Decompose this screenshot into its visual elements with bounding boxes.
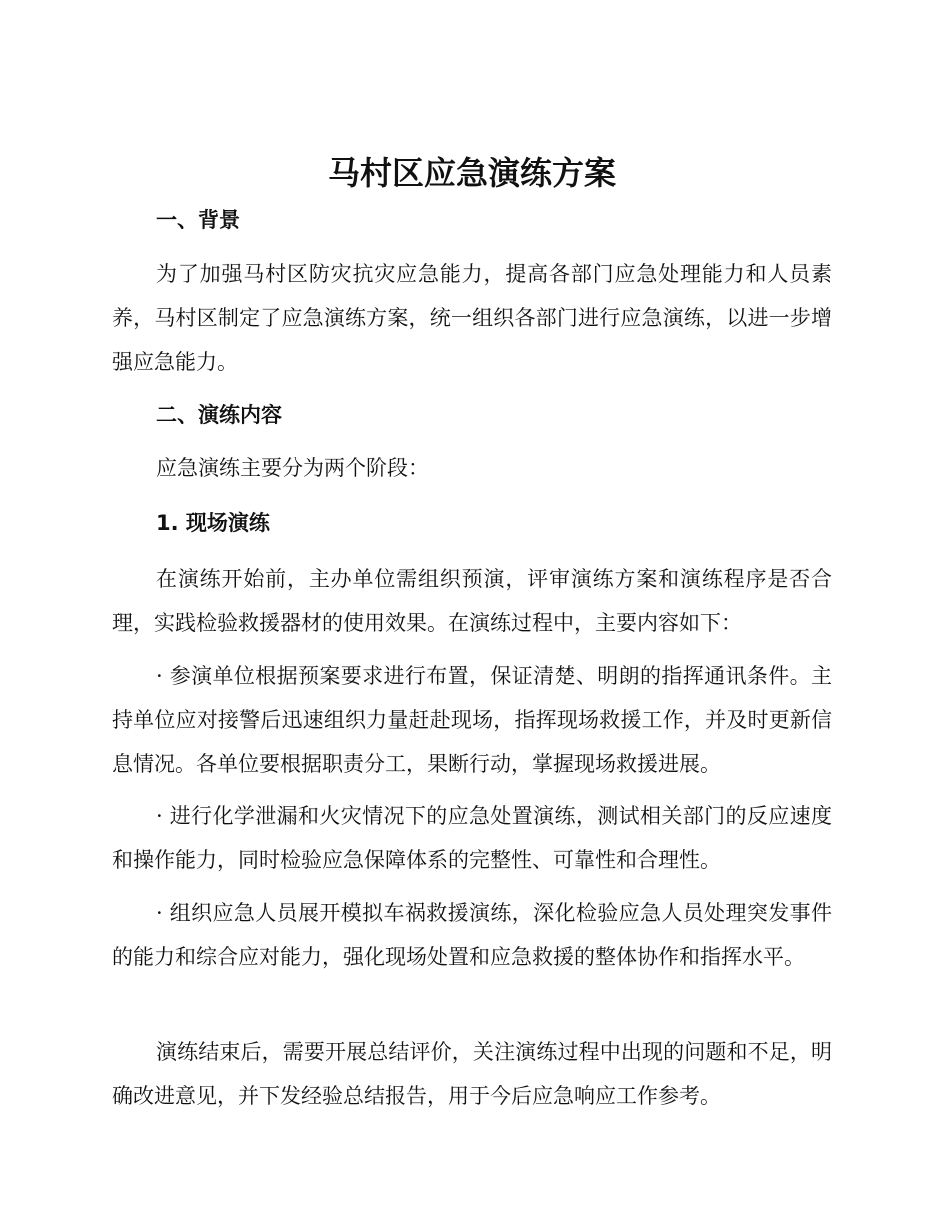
bullet-item-1: · 参演单位根据预案要求进行布置，保证清楚、明朗的指挥通讯条件。主持单位应对接警后迅速组织力量赶赴现场，指挥现场救援工作，并及时更新信息情况。各单位要根据职责分工，果断行动，掌握现场救援进展。 bbox=[112, 664, 832, 776]
background-paragraph: 为了加强马村区防灾抗灾应急能力，提高各部门应急处理能力和人员素养，马村区制定了应急演练方案，统一组织各部门进行应急演练，以进一步增强应急能力。 bbox=[112, 262, 832, 374]
onsite-paragraph: 在演练开始前，主办单位需组织预演，评审演练方案和演练程序是否合理，实践检验救援器材的使用效果。在演练过程中，主要内容如下： bbox=[112, 567, 832, 635]
closing-paragraph: 演练结束后，需要开展总结评价，关注演练过程中出现的问题和不足，明确改进意见，并下发经验总结报告，用于今后应急响应工作参考。 bbox=[112, 1040, 832, 1108]
document-title: 马村区应急演练方案 bbox=[327, 154, 616, 192]
subsection-heading-onsite: 1. 现场演练 bbox=[156, 511, 270, 535]
content-intro: 应急演练主要分为两个阶段： bbox=[156, 456, 429, 480]
bullet-item-3: · 组织应急人员展开模拟车祸救援演练，深化检验应急人员处理突发事件的能力和综合应对能力，强化现场处置和应急救援的整体协作和指挥水平。 bbox=[112, 901, 832, 969]
section-heading-content: 二、演练内容 bbox=[156, 403, 282, 427]
bullet-item-2: · 进行化学泄漏和火灾情况下的应急处置演练，测试相关部门的反应速度和操作能力，同时检验应急保障体系的完整性、可靠性和合理性。 bbox=[112, 804, 832, 872]
section-heading-background: 一、背景 bbox=[156, 208, 240, 232]
